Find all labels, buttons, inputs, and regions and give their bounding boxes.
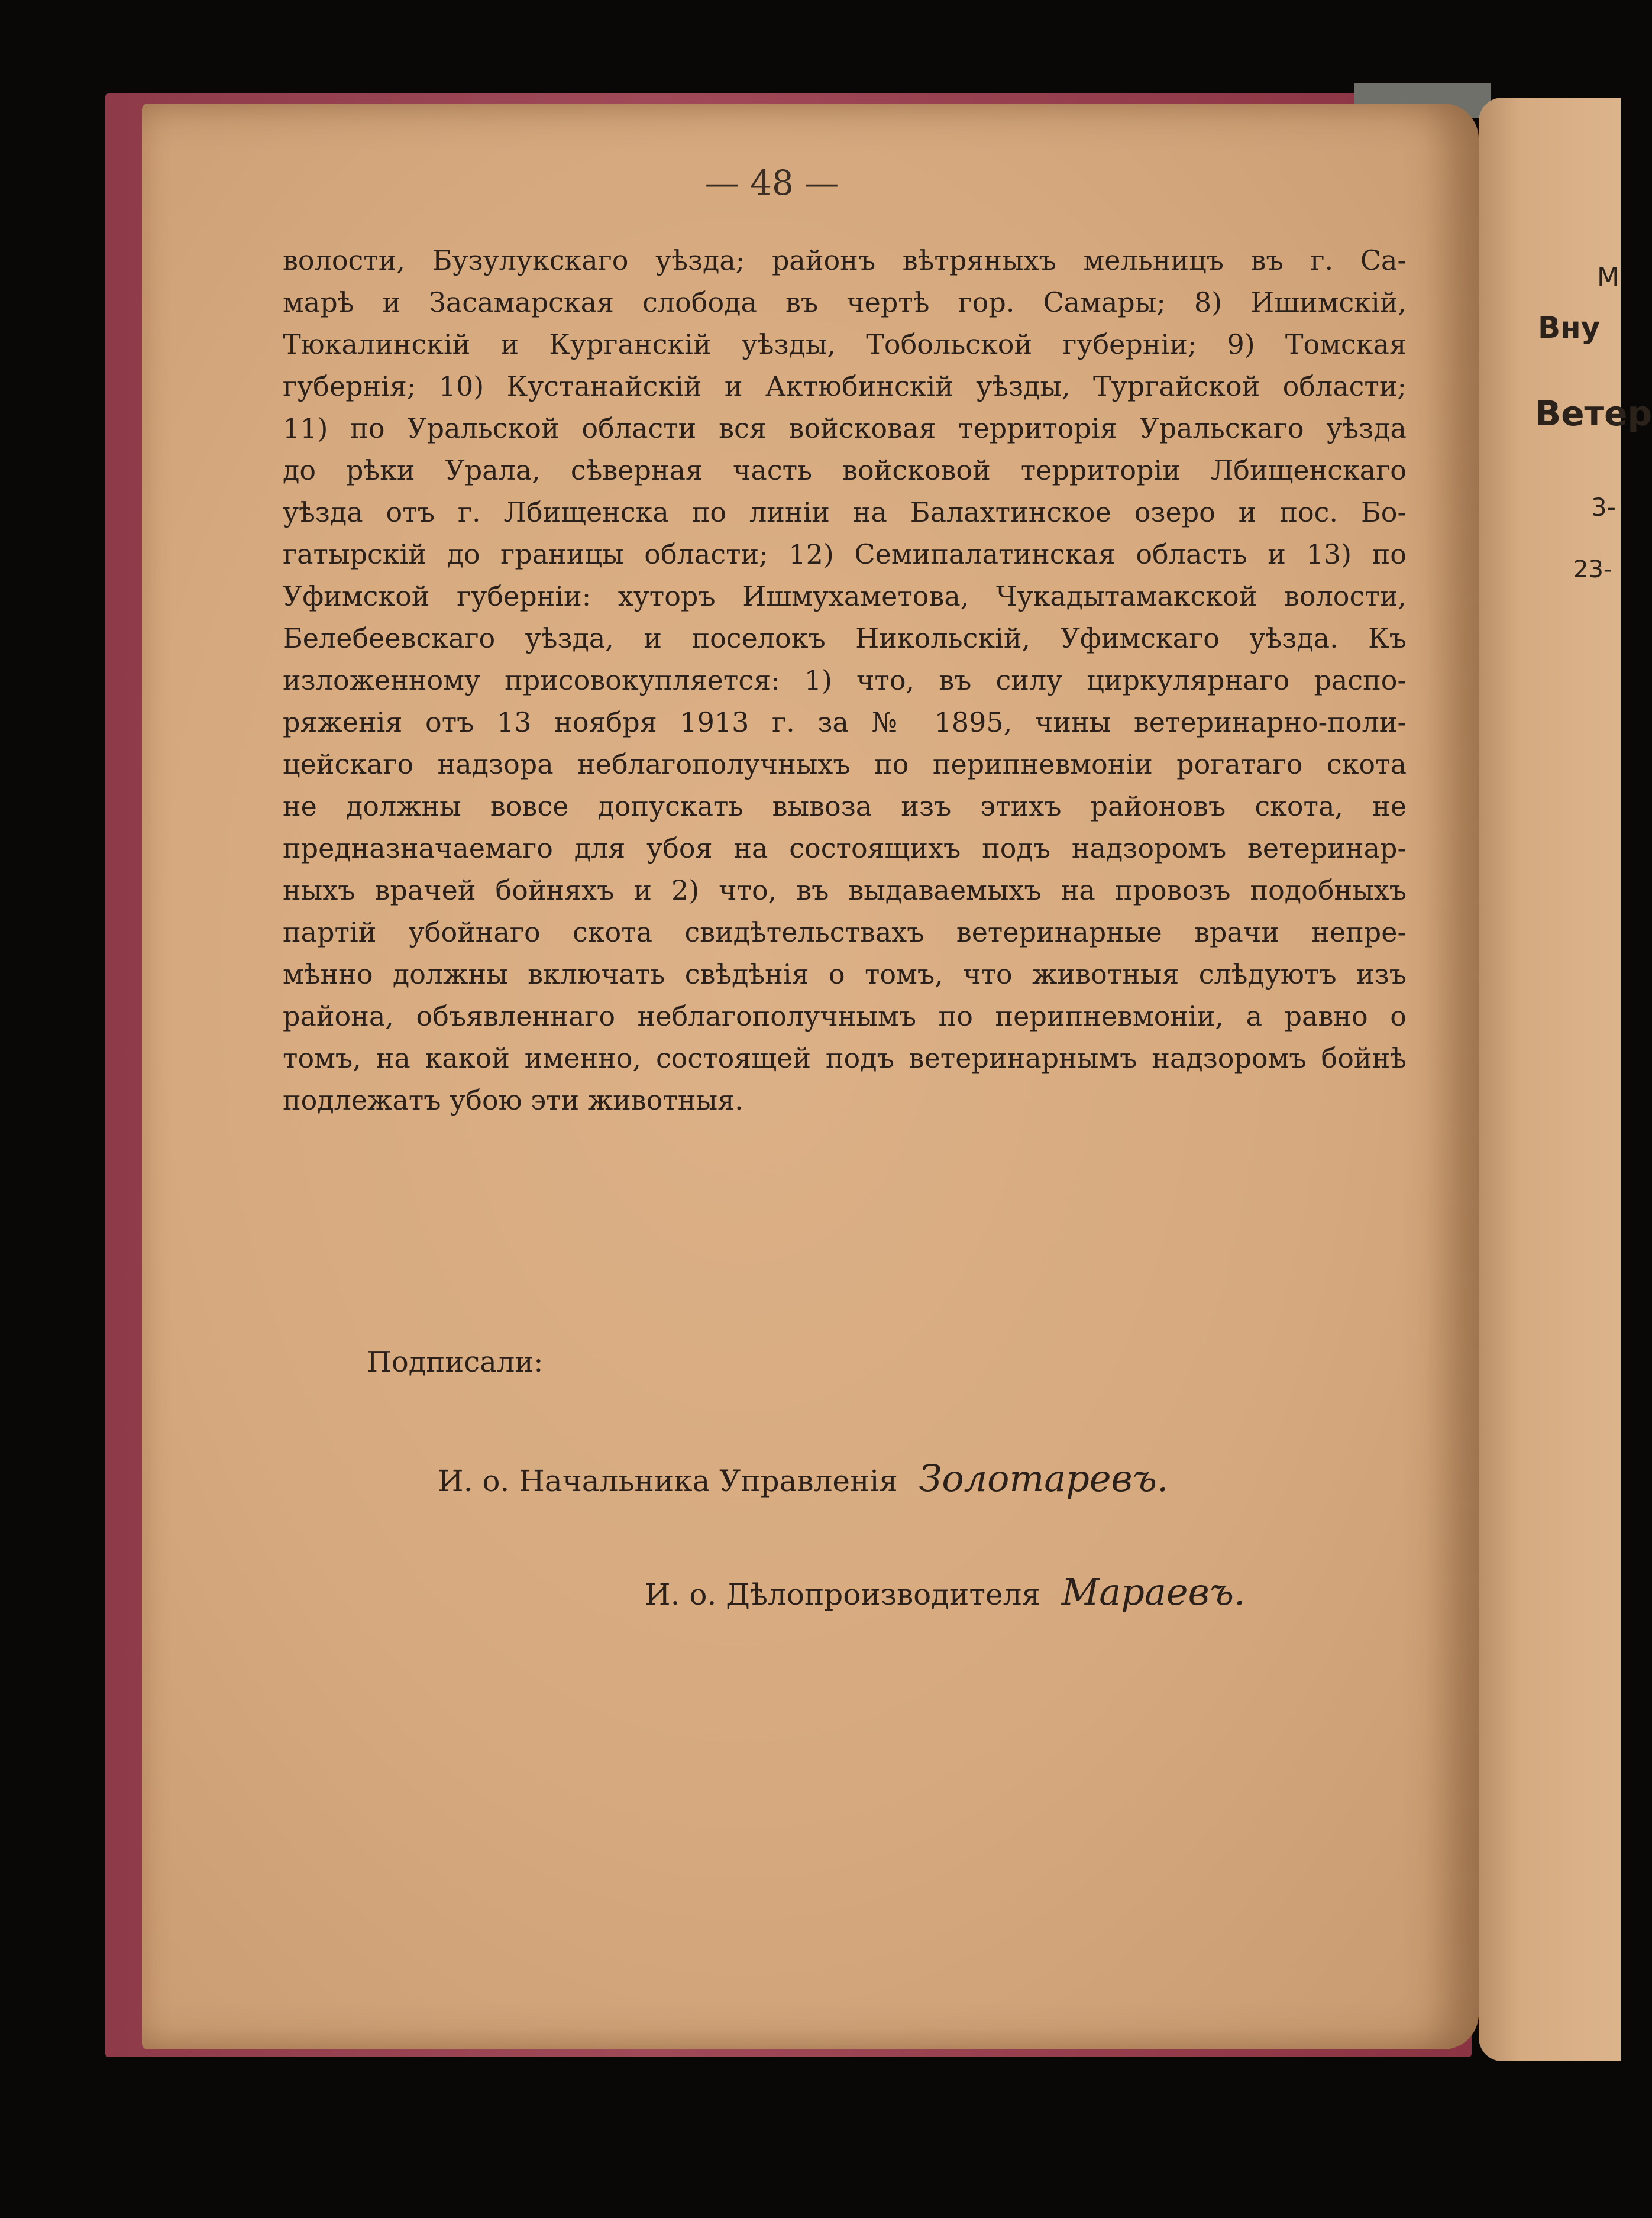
text-line: предназначаемаго для убоя на состоящихъ подъ надзоромъ ветеринар- [283,832,1407,864]
text-line: изложенному присовокупляется: 1) что, въ силу циркулярнаго распо- [283,664,1407,696]
text-line: ряженія отъ 13 ноября 1913 г. за № 1895, чины ветеринарно-поли- [283,706,1407,738]
next-page-fragment: 23- [1573,556,1612,583]
page-number: — 48 — [704,163,839,203]
text-line: томъ, на какой именно, состоящей подъ ветеринарнымъ надзоромъ бойнѣ [283,1042,1407,1074]
text-line: ныхъ врачей бойняхъ и 2) что, въ выдаваемыхъ на провозъ подобныхъ [283,874,1407,906]
signature-name: Мараевъ. [1061,1570,1246,1614]
text-line: гатырскій до границы области; 12) Семипалатинская область и 13) по [283,538,1407,570]
signature-line-clerk [645,1570,1246,1614]
text-line: Уфимской губерніи: хуторъ Ишмухаметова, Чукадытамакской волости, [283,580,1407,612]
text-line: района, объявленнаго неблагополучнымъ по перипневмоніи, а равно о [283,1000,1407,1032]
signature-title: И. о. Дѣлопроизводителя [645,1577,1040,1612]
text-line: уѣзда отъ г. Лбищенска по линіи на Балахтинское озеро и пос. Бо- [283,496,1407,528]
text-line: Белебеевскаго уѣзда, и поселокъ Никольскій, Уфимскаго уѣзда. Къ [283,622,1407,654]
next-page-fragment: Ветер [1535,393,1652,434]
text-line: губернія; 10) Кустанайскій и Актюбинскій уѣзды, Тургайской области; [283,370,1407,402]
book-page [142,104,1479,2049]
text-line: 11) по Уральской области вся войсковая территорія Уральскаго уѣзда [283,412,1407,444]
signature-name: Золотаревъ. [919,1457,1169,1500]
body-text [283,240,1407,1121]
signature-title: И. о. Начальника Управленія [438,1464,898,1498]
text-line: мѣнно должны включать свѣдѣнія о томъ, что животныя слѣдуютъ изъ [283,958,1407,990]
text-line: партій убойнаго скота свидѣтельствахъ ветеринарные врачи непре- [283,916,1407,948]
text-line: цейскаго надзора неблагополучныхъ по перипневмоніи рогатаго скота [283,748,1407,780]
text-line: Тюкалинскій и Курганскій уѣзды, Тобольской губерніи; 9) Томская [283,328,1407,360]
text-line: не должны вовсе допускать вывоза изъ этихъ районовъ скота, не [283,790,1407,822]
signature-line-head [438,1457,1169,1500]
signed-heading: Подписали: [367,1346,544,1379]
text-line: подлежатъ убою эти животныя. [283,1084,743,1116]
text-line: до рѣки Урала, сѣверная часть войсковой территоріи Лбищенскаго [283,454,1407,486]
text-line: волости, Бузулукскаго уѣзда; районъ вѣтряныхъ мельницъ въ г. Са- [283,244,1407,276]
next-page-fragment: Вну [1538,311,1601,345]
next-page-fragment: М [1597,262,1619,292]
text-line: марѣ и Засамарская слобода въ чертѣ гор. Самары; 8) Ишимскій, [283,286,1407,318]
next-page-fragment: 3- [1591,493,1616,522]
next-page-edge [1479,98,1652,2061]
